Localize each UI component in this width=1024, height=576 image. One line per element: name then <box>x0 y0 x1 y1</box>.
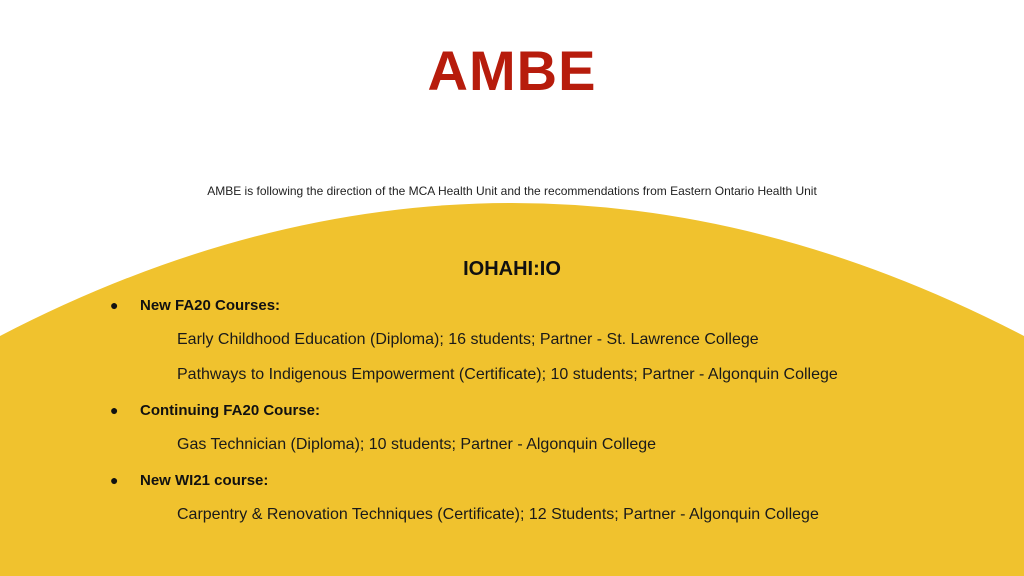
course-group-new-fa20 <box>110 293 990 387</box>
bullet-icon: ● <box>110 472 119 488</box>
bullet-icon: ● <box>110 402 119 418</box>
bullet-label: New FA20 Courses: <box>140 296 281 314</box>
bullet-item <box>110 398 990 422</box>
course-line: Early Childhood Education (Diploma); 16 students; Partner - St. Lawrence College <box>177 331 759 348</box>
slide-subtitle: AMBE is following the direction of the MCA Health Unit and the recommendations from Eastern Ontario Health Unit <box>207 184 817 198</box>
bullet-item <box>110 293 990 317</box>
bullet-icon: ● <box>110 297 119 313</box>
section-heading: IOHAHI:IO <box>463 258 561 280</box>
course-line: Gas Technician (Diploma); 10 students; Partner - Algonquin College <box>177 436 657 453</box>
course-line: Carpentry & Renovation Techniques (Certificate); 12 Students; Partner - Algonquin College <box>177 506 819 523</box>
course-group-new-wi21 <box>110 468 990 527</box>
course-line: Pathways to Indigenous Empowerment (Certificate); 10 students; Partner - Algonquin College <box>177 366 838 383</box>
bullet-label: Continuing FA20 Course: <box>140 401 320 419</box>
bullet-item <box>110 468 990 492</box>
slide-title: AMBE <box>427 39 597 102</box>
course-list <box>110 293 990 538</box>
bullet-label: New WI21 course: <box>140 471 269 489</box>
course-group-continuing-fa20 <box>110 398 990 457</box>
